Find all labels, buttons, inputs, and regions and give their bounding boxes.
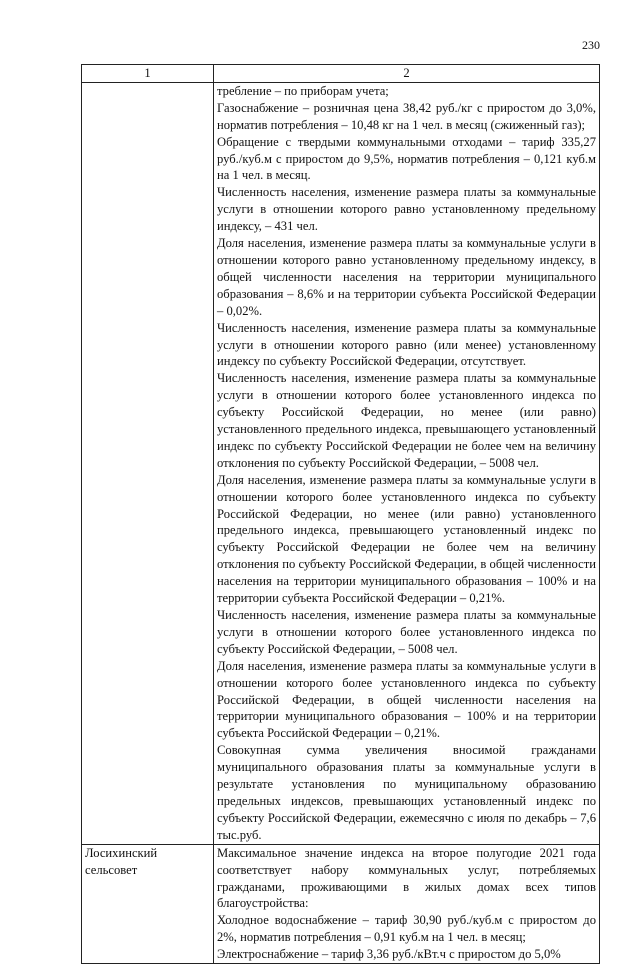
paragraph: Совокупная сумма увеличения вносимой гражданами муниципального образования платы за коммунальные услуги в результате установления по муниципальному образованию предельных индексов, превышающих установленный индекс по субъекту Российской Федерации, ежемесячно с июля по декабрь – 7,6 тыс.руб. [217, 743, 596, 842]
paragraph: Численность населения, изменение размера платы за коммунальные услуги в отношении которого более установленного индекса по субъекту Российской Федерации, но менее (или равно) установленного предельного индекса, превышающего установленный индекс по субъекту Российской Федерации не более чем на величину отклонения по субъекту Российской Федерации, – 5008 чел. [217, 371, 596, 470]
paragraph: Доля населения, изменение размера платы за коммунальные услуги в отношении которого более установленного индекса по субъекту Российской Федерации, в общей численности населения на территории муниципального образования – 100% и на территории субъекта Российской Федерации – 0,21%. [217, 658, 596, 741]
paragraph: Обращение с твердыми коммунальными отходами – тариф 335,27 руб./куб.м с приростом до 9,5%, норматив потребления – 0,121 куб.м на 1 чел. в месяц. [217, 134, 596, 183]
paragraph: Доля населения, изменение размера платы за коммунальные услуги в отношении которого более установленного индекса по субъекту Российской Федерации, но менее (или равно) установленного предельного индекса, превышающего установленный индекс по субъекту Российской Федерации не более чем на величину отклонения по субъекту Российской Федерации, в общей численности населения на территории муниципального образования – 100% и на территории субъекта Российской Федерации – 0,21%. [217, 472, 596, 606]
paragraph: Холодное водоснабжение – тариф 30,90 руб./куб.м с приростом до 2%, норматив потребления – 0,91 куб.м на 1 чел. в месяц; [217, 913, 596, 945]
paragraph: Электроснабжение – тариф 3,36 руб./кВт.ч с приростом до 5,0% [217, 947, 561, 962]
description-cell [214, 844, 600, 963]
header-col-1: 1 [82, 65, 214, 83]
table-header-row [82, 65, 600, 83]
paragraph: Газоснабжение – розничная цена 38,42 руб./кг с приростом до 3,0%, норматив потребления – 10,48 кг на 1 чел. в месяц (сжиженный газ); [217, 100, 596, 132]
paragraph: требление – по приборам учета; [217, 83, 389, 98]
paragraph: Численность населения, изменение размера платы за коммунальные услуги в отношении которого равно (или менее) установленному индексу по субъекту Российской Федерации, отсутствует. [217, 320, 596, 369]
municipality-label [82, 82, 214, 844]
header-col-2: 2 [214, 65, 600, 83]
table-row [82, 844, 600, 963]
page-number: 230 [582, 38, 600, 52]
paragraph: Численность населения, изменение размера платы за коммунальные услуги в отношении которого более установленного индекса по субъекту Российской Федерации, – 5008 чел. [217, 608, 596, 656]
paragraph: Численность населения, изменение размера платы за коммунальные услуги в отношении которого равно установленному предельному индексу, – 431 чел. [217, 185, 596, 234]
table-row [82, 82, 600, 844]
paragraph: Максимальное значение индекса на второе полугодие 2021 года соответствует набору коммунальных услуг, потребляемых гражданами, проживающими в жилых домах всех типов благоустройства: [217, 845, 596, 911]
document-table [81, 64, 600, 964]
description-cell [214, 82, 600, 844]
municipality-label: Лосихинский сельсовет [82, 844, 214, 963]
paragraph: Доля населения, изменение размера платы за коммунальные услуги в отношении которого равно установленному предельному индексу, в общей численности населения на территории муниципального образования – 8,6% и на территории субъекта Российской Федерации – 0,02%. [217, 236, 596, 318]
